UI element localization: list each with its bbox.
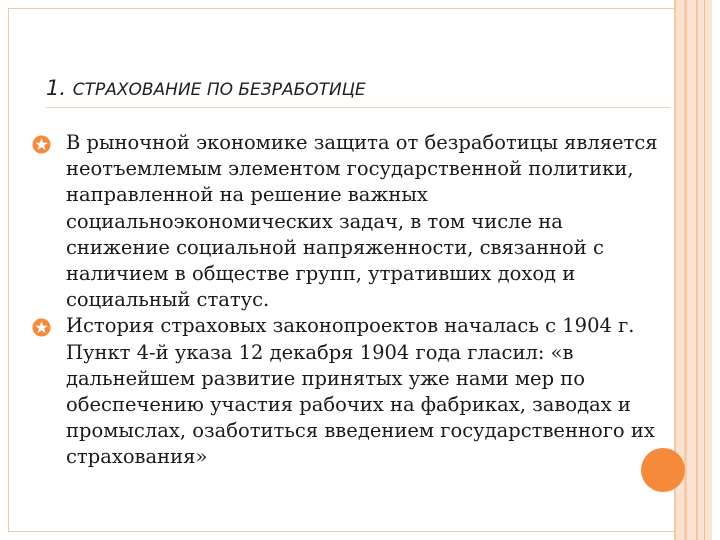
title-divider bbox=[46, 107, 670, 108]
decorative-stripe bbox=[696, 0, 698, 540]
decorative-stripe bbox=[704, 0, 705, 540]
star-bullet-icon bbox=[32, 318, 51, 337]
bullet-list bbox=[20, 130, 660, 471]
list-item bbox=[20, 130, 660, 313]
list-item bbox=[20, 313, 660, 470]
star-bullet-icon bbox=[32, 135, 51, 154]
slide-title bbox=[46, 76, 366, 100]
title-text: СТРАХОВАНИЕ ПО БЕЗРАБОТИЦЕ bbox=[72, 80, 366, 100]
bullet-text: В рыночной экономике защита от безработицы является неотъемлемым элементом государственной политики, направленной на решение важных социальноэкономических задач, в том числе на снижение социальной напряженности, связанной с наличием в обществе групп, утративших доход и социальный статус. bbox=[66, 131, 658, 312]
title-number: 1. bbox=[46, 76, 73, 100]
decorative-stripe bbox=[684, 0, 687, 540]
bullet-text: История страховых законопроектов началась с 1904 г. Пункт 4-й указа 12 декабря 1904 года гласил: «в дальнейшем развитие принятых уже нами мер по обеспечению участия рабочих на фабриках, заводах и промыслах, озаботиться введением государственного их страхования» bbox=[66, 314, 655, 469]
